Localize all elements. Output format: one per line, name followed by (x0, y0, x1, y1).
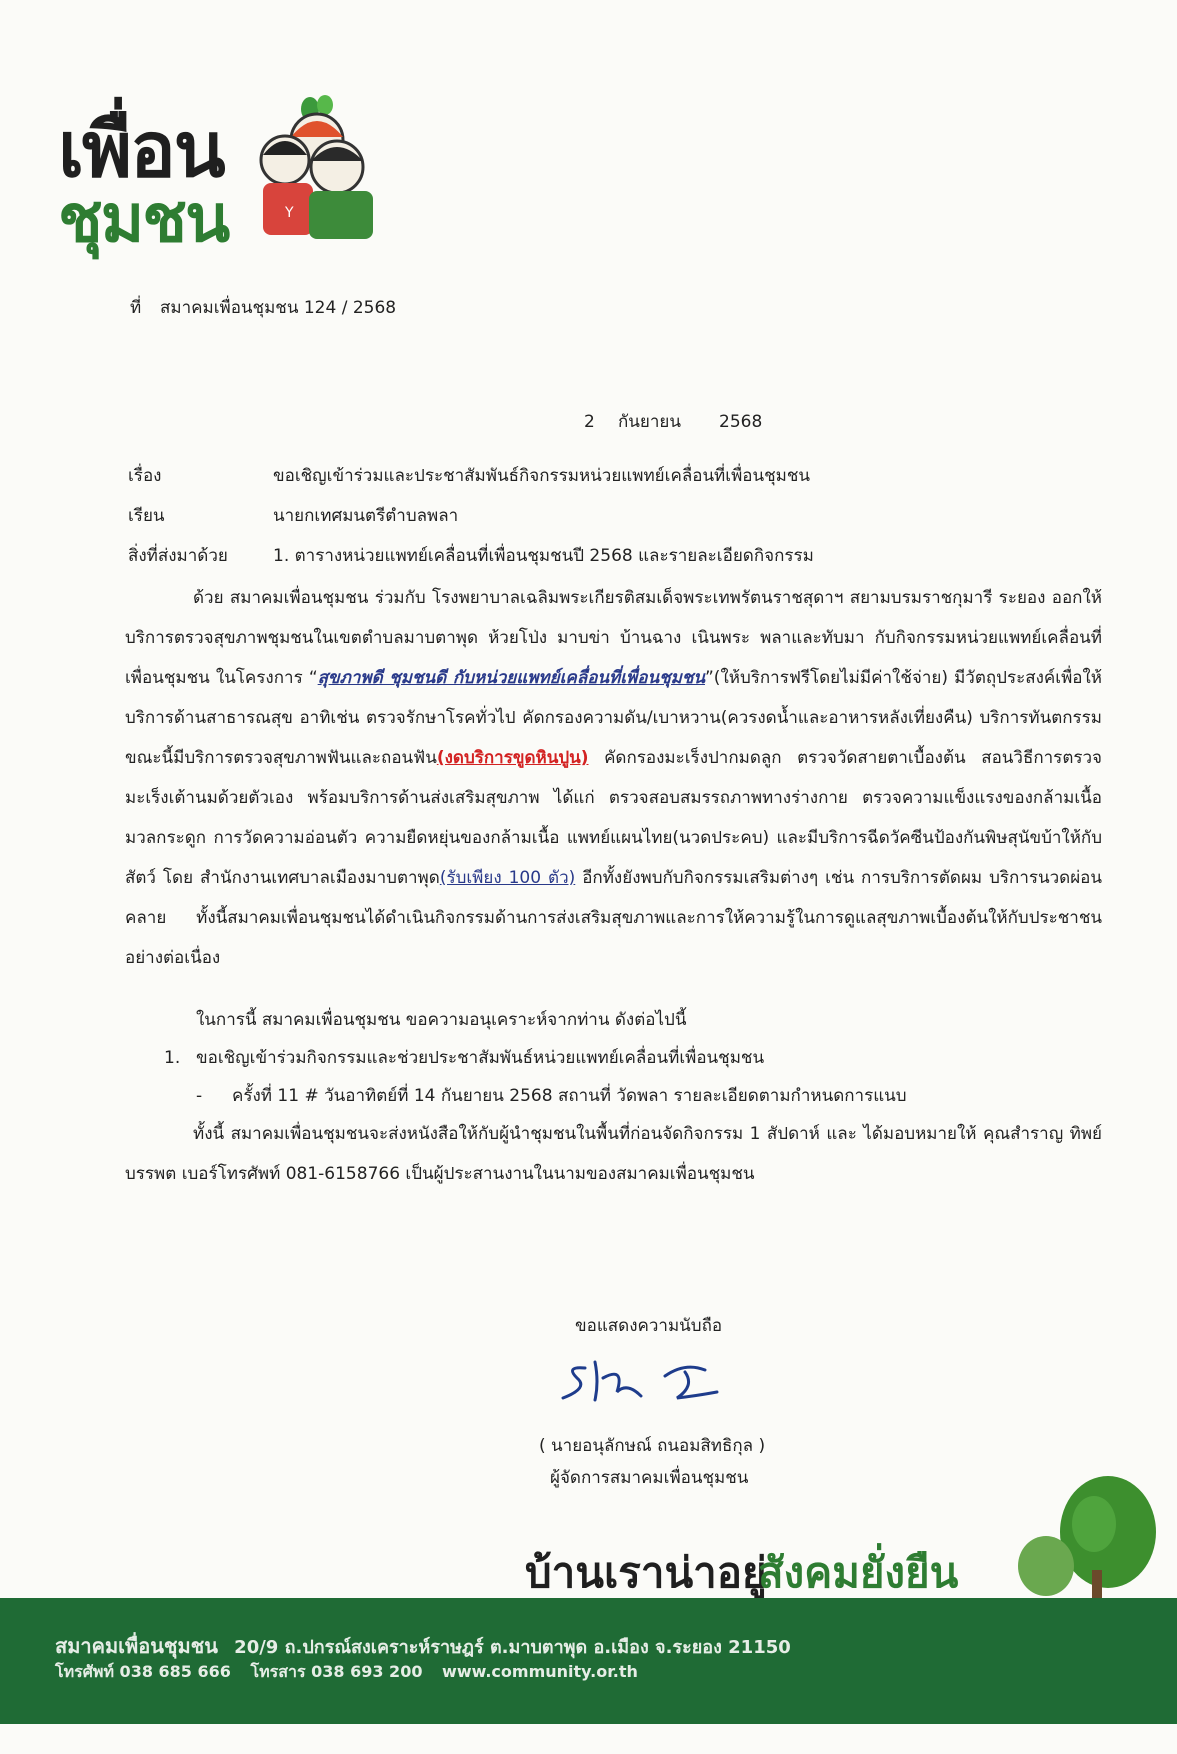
date-month: กันยายน (618, 412, 682, 432)
body-paragraph-3: ทั้งนี้ สมาคมเพื่อนชุมชนจะส่งหนังสือให้กับผู้นำชุมชนในพื้นที่ก่อนจัดกิจกรรม 1 สัปดาห์ และ ได้มอบหมายให้ คุณสำราญ ทิพย์บรรพต เบอร์โทรศัพท์ 081-6158766 เป็นผู้ประสานงานในนามของสมาคมเพื่อนชุมชน (125, 1124, 1102, 1184)
footer-website[interactable]: www.community.or.th (442, 1662, 638, 1681)
logo-mascot-icon (255, 95, 385, 245)
signer-title: ผู้จัดการสมาคมเพื่อนชุมชน (550, 1468, 749, 1488)
logo-text-line1: เพื่อน (58, 105, 224, 194)
footer-bar (0, 1598, 1177, 1724)
body-paragraph-2: ในการนี้ สมาคมเพื่อนชุมชน ขอความอนุเคราะห์จากท่าน ดังต่อไปนี้ (196, 1010, 687, 1030)
enclosure-label: สิ่งที่ส่งมาด้วย (128, 546, 228, 566)
scaling-suspended-note: (งดบริการขูดหินปูน) (436, 748, 589, 768)
footer-phone: โทรศัพท์ 038 685 666 (55, 1662, 231, 1681)
footer-address: 20/9 ถ.ปกรณ์สงเคราะห์ราษฎร์ ต.มาบตาพุด อ.เมือง จ.ระยอง 21150 (234, 1637, 791, 1658)
paragraph1-part2: ”(ให้บริการฟรีโดยไม่มีค่าใช้จ่าย) มีวัตถุประสงค์เพื่อให้บริการด้านสาธารณสุข อาทิเช่น ตรวจรักษาโรคทั่วไป คัดกรองความดัน/เบาหวาน(ควรงดน้ำและอาหารหลังเที่ยงคืน) บริการทันตกรรม ขณะนี้มีบริการตรวจสุขภาพฟันและถอนฟัน (125, 668, 1102, 768)
item-1-text: ขอเชิญเข้าร่วมกิจกรรมและช่วยประชาสัมพันธ์หน่วยแพทย์เคลื่อนที่เพื่อนชุมชน (196, 1048, 765, 1068)
footer-org: สมาคมเพื่อนชุมชน (55, 1634, 218, 1658)
enclosure-text: 1. ตารางหน่วยแพทย์เคลื่อนที่เพื่อนชุมชนปี 2568 และรายละเอียดกิจกรรม (273, 546, 814, 566)
slogan-part2: สังคมยั่งยืน (758, 1548, 959, 1597)
body-paragraph-1 (125, 578, 1102, 978)
slogan-part1: บ้านเราน่าอยู่ (525, 1548, 767, 1597)
recipient-label: เรียน (128, 506, 165, 526)
footer-fax: โทรสาร 038 693 200 (250, 1662, 423, 1681)
paragraph1-part4: อีกทั้งยังพบกับกิจกรรมเสริมต่างๆ เช่น การบริการตัดผม บริการนวดผ่อนคลาย ทั้งนี้สมาคมเพื่อนชุมชนได้ดำเนินกิจกรรมด้านการส่งเสริมสุขภาพและการให้ความรู้ในการดูแลสุขภาพเบื้องต้นให้กับประชาชน อย่างต่อเนื่อง (125, 868, 1102, 968)
signer-name: ( นายอนุลักษณ์ ถนอมสิทธิกุล ) (539, 1436, 766, 1456)
item-1-number: 1. (164, 1048, 181, 1068)
closing-regards: ขอแสดงความนับถือ (575, 1316, 723, 1336)
tree-leaf-icon (1008, 1470, 1168, 1610)
recipient-text: นายกเทศมนตรีตำบลพลา (273, 506, 459, 526)
reference-number: สมาคมเพื่อนชุมชน 124 / 2568 (160, 298, 397, 318)
reference-label: ที่ (130, 298, 142, 318)
svg-text:Y: Y (285, 205, 294, 221)
paragraph1-part1: ด้วย สมาคมเพื่อนชุมชน ร่วมกับ โรงพยาบาลเฉลิมพระเกียรติสมเด็จพระเทพรัตนราชสุดาฯ สยามบรมราชกุมารี ระยอง ออกให้บริการตรวจสุขภาพชุมชนในเขตตำบลมาบตาพุด ห้วยโป่ง มาบข่า บ้านฉาง เนินพระ พลาและทับมา กับกิจกรรมหน่วยแพทย์เคลื่อนที่เพื่อนชุมชน ในโครงการ “ (125, 588, 1102, 688)
footer-line-2 (55, 1660, 638, 1685)
paragraph1-part3: คัดกรองมะเร็งปากมดลูก ตรวจวัดสายตาเบื้องต้น สอนวิธีการตรวจมะเร็งเต้านมด้วยตัวเอง พร้อมบริการด้านส่งเสริมสุขภาพ ได้แก่ ตรวจสอบสมรรถภาพทางร่างกาย ตรวจความแข็งแรงของกล้ามเนื้อ มวลกระดูก การวัดความอ่อนตัว ความยืดหยุ่นของกล้ามเนื้อ แพทย์แผนไทย(นวดประคบ) และมีบริการฉีดวัคซีนป้องกันพิษสุนัขบ้าให้กับสัตว์ โดย สำนักงานเทศบาลเมืองมาบตาพุด (125, 748, 1102, 888)
vaccine-limit-note: (รับเพียง 100 ตัว) (439, 868, 576, 888)
subject-text: ขอเชิญเข้าร่วมและประชาสัมพันธ์กิจกรรมหน่วยแพทย์เคลื่อนที่เพื่อนชุมชน (273, 466, 811, 486)
date-year: 2568 (719, 412, 763, 432)
logo-text-line2: ชุมชน (58, 180, 229, 257)
signature-icon (555, 1352, 755, 1414)
sub-item-text: ครั้งที่ 11 # วันอาทิตย์ที่ 14 กันยายน 2568 สถานที่ วัดพลา รายละเอียดตามกำหนดการแนบ (232, 1086, 907, 1106)
project-name: สุขภาพดี ชุมชนดี กับหน่วยแพทย์เคลื่อนที่เพื่อนชุมชน (317, 668, 705, 688)
sub-item-dash: - (196, 1086, 203, 1106)
date-day: 2 (584, 412, 595, 432)
footer-line-1 (55, 1630, 791, 1662)
subject-label: เรื่อง (128, 466, 162, 486)
